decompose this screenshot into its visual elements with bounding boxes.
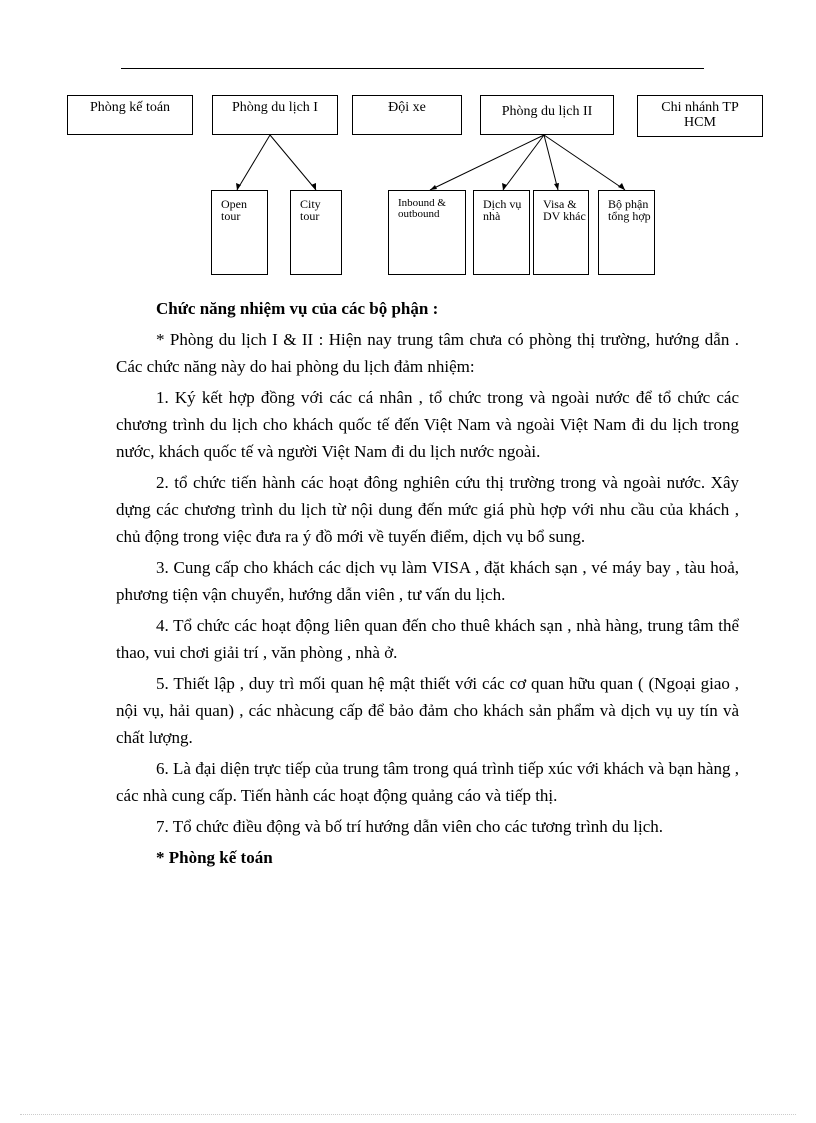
org-box-label: City tour [300, 197, 321, 223]
org-box-label: Inbound & outbound [398, 197, 446, 220]
list-item: 6. Là đại diện trực tiếp của trung tâm trong quá trình tiếp xúc với khách và bạn hàng , các nhà cung cấp. Tiến hành các hoạt động quảng cáo và tiếp thị. [116, 759, 739, 805]
org-box-label: Đội xe [388, 100, 426, 115]
org-box-label: Chi nhánh TP HCM [661, 100, 739, 130]
org-box-label: Phòng du lịch II [501, 104, 593, 119]
sub-heading: * Phòng kế toán [156, 848, 273, 867]
org-box-hcm-branch [637, 95, 763, 137]
org-box-label: Visa & DV khác [543, 197, 586, 223]
org-box-house-services [473, 190, 530, 275]
org-box-label: Open tour [221, 197, 247, 223]
org-box-city-tour [290, 190, 342, 275]
org-box-label: Phòng du lịch I [232, 100, 318, 115]
list-item: 5. Thiết lập , duy trì mối quan hệ mật thiết với các cơ quan hữu quan ( (Ngoại giao , nội vụ, hải quan) , các nhàcung cấp để bảo đảm cho khách sản phẩm và dịch vụ uy tín và chất lượng. [116, 674, 739, 747]
org-box-fleet [352, 95, 462, 135]
org-box-label: Dịch vụ nhà [483, 197, 522, 223]
org-box-accounting [67, 95, 193, 135]
org-box-general-dept [598, 190, 655, 275]
intro-paragraph: * Phòng du lịch I & II : Hiện nay trung tâm chưa có phòng thị trường, hướng dẫn . Các chức năng này do hai phòng du lịch đảm nhiệm: [116, 330, 739, 376]
page-bottom-rule [20, 1114, 796, 1115]
list-item: 7. Tổ chức điều động và bố trí hướng dẫn viên cho các tương trình du lịch. [156, 817, 664, 836]
list-item: 1. Ký kết hợp đồng với các cá nhân , tổ chức trong và ngoài nước để tổ chức các chương trình du lịch cho khách quốc tế đến Việt Nam và ngoài Việt Nam đi du lịch trong nước, khách quốc tế và người Việt Nam đi du lịch nước ngoài. [116, 388, 739, 461]
document-body [116, 295, 739, 871]
org-box-label: Phòng kế toán [89, 100, 171, 115]
org-box-travel-1 [212, 95, 338, 135]
org-box-travel-2 [480, 95, 614, 135]
section-heading: Chức năng nhiệm vụ của các bộ phận : [156, 299, 439, 318]
org-box-inbound-outbound [388, 190, 466, 275]
org-box-label: Bộ phận tổng hợp [608, 197, 651, 223]
list-item: 2. tổ chức tiến hành các hoạt đông nghiên cứu thị trường trong và ngoài nước. Xây dựng các chương trình du lịch từ nội dung đến mức giá phù hợp với nhu cầu của khách , chủ động trong việc đưa ra ý đồ mới về tuyến điểm, dịch vụ bổ sung. [116, 473, 739, 546]
list-item: 4. Tổ chức các hoạt động liên quan đến cho thuê khách sạn , nhà hàng, trung tâm thể thao, vui chơi giải trí , văn phòng , nhà ở. [116, 616, 739, 662]
org-box-visa-services [533, 190, 589, 275]
org-box-open-tour [211, 190, 268, 275]
list-item: 3. Cung cấp cho khách các dịch vụ làm VISA , đặt khách sạn , vé máy bay , tàu hoả, phương tiện vận chuyển, hướng dẫn viên , tư vấn du lịch. [116, 558, 739, 604]
